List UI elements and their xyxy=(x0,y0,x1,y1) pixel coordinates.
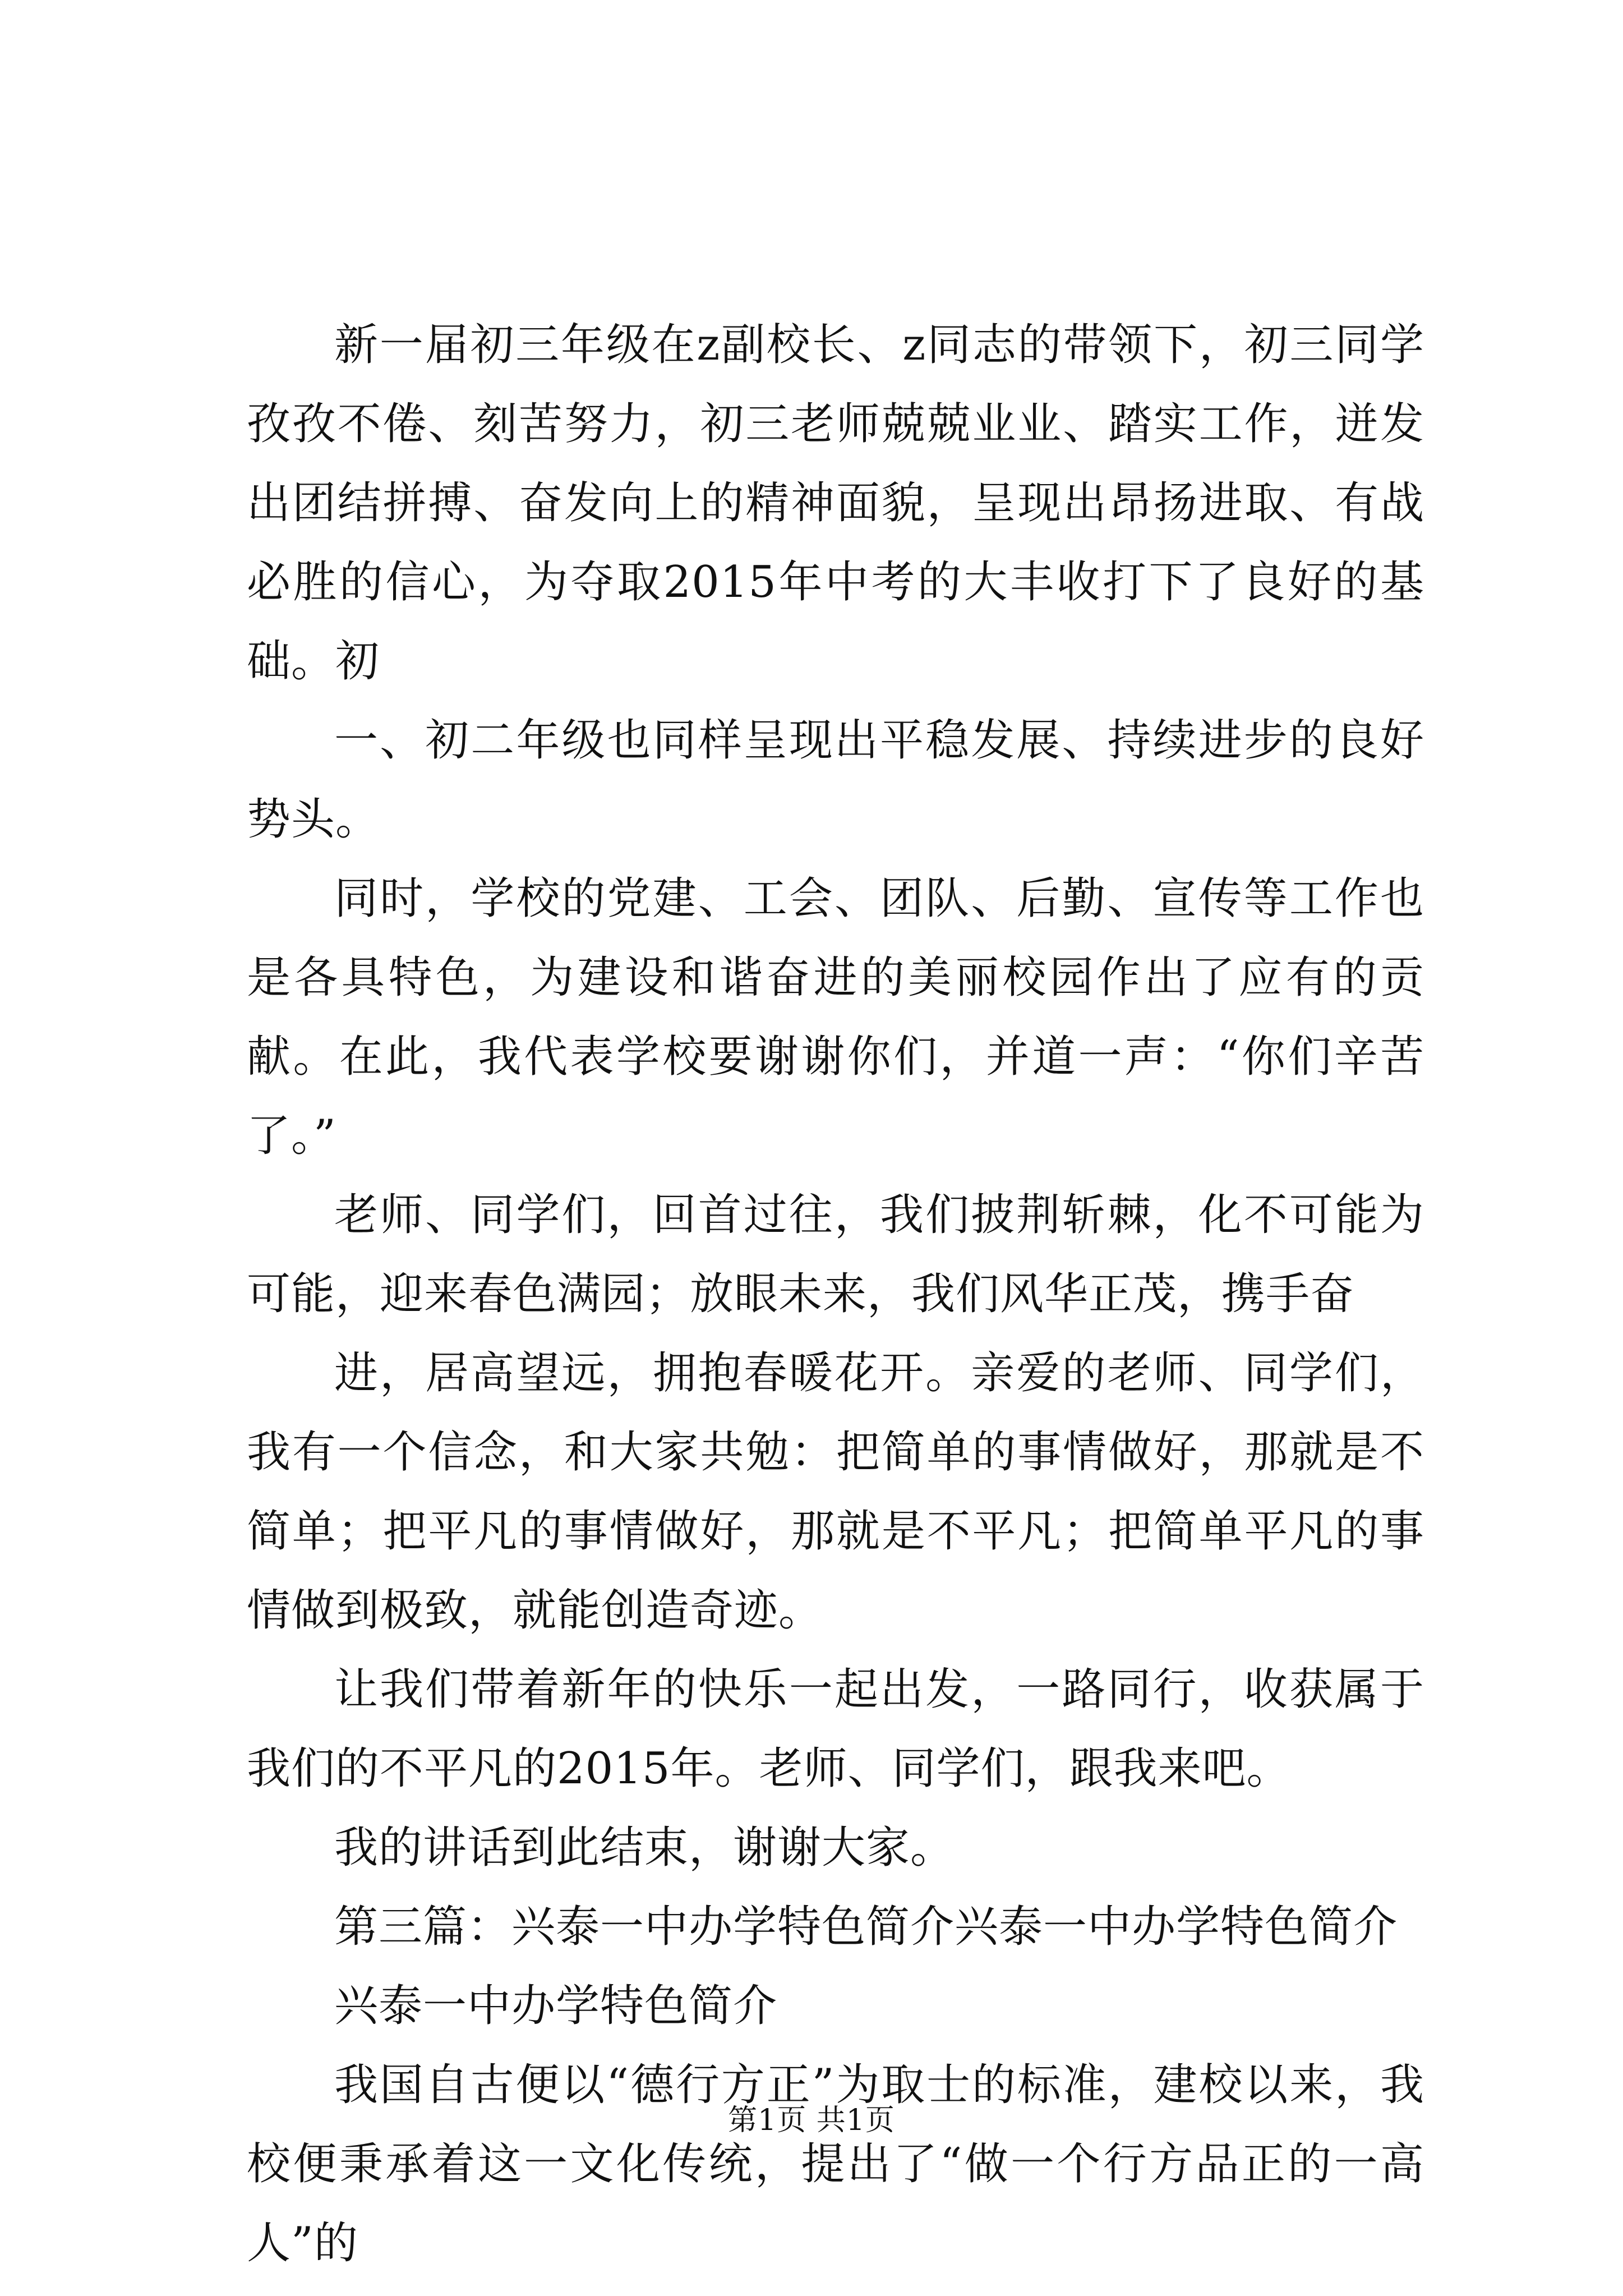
paragraph: 我国自古便以“德行方正”为取士的标准，建校以来，我校便秉承着这一文化传统，提出了“做一个行方品正的一高人”的 xyxy=(247,2060,1424,2269)
paragraph: 新一届初三年级在z副校长、z同志的带领下，初三同学孜孜不倦、刻苦努力，初三老师兢兢业业、踏实工作，迸发出团结拼搏、奋发向上的精神面貌，呈现出昂扬进取、有战必胜的信心，为夺取2015年中考的大丰收打下了良好的基础。初 xyxy=(247,320,1424,687)
document-body xyxy=(247,306,1424,2283)
paragraph: 同时，学校的党建、工会、团队、后勤、宣传等工作也是各具特色，为建设和谐奋进的美丽校园作出了应有的贡献。在此，我代表学校要谢谢你们，并道一声：“你们辛苦了。” xyxy=(247,873,1424,1161)
section-subtitle: 兴泰一中办学特色简介 xyxy=(334,1981,778,2031)
paragraph: 一、初二年级也同样呈现出平稳发展、持续进步的良好势头。 xyxy=(247,715,1424,845)
section-heading: 第三篇：兴泰一中办学特色简介兴泰一中办学特色简介 xyxy=(334,1902,1398,1952)
page-footer: 第1页 共1页 xyxy=(728,2104,895,2137)
paragraph: 老师、同学们，回首过往，我们披荆斩棘，化不可能为可能，迎来春色满园；放眼未来，我们风华正茂，携手奋 xyxy=(247,1190,1424,1319)
paragraph: 进，居高望远，拥抱春暖花开。亲爱的老师、同学们，我有一个信念，和大家共勉：把简单的事情做好，那就是不简单；把平凡的事情做好，那就是不平凡；把简单平凡的事情做到极致，就能创造奇迹。 xyxy=(247,1348,1424,1636)
paragraph: 让我们带着新年的快乐一起出发，一路同行，收获属于我们的不平凡的2015年。老师、同学们，跟我来吧。 xyxy=(247,1664,1424,1794)
paragraph: 我的讲话到此结束，谢谢大家。 xyxy=(334,1823,955,1873)
